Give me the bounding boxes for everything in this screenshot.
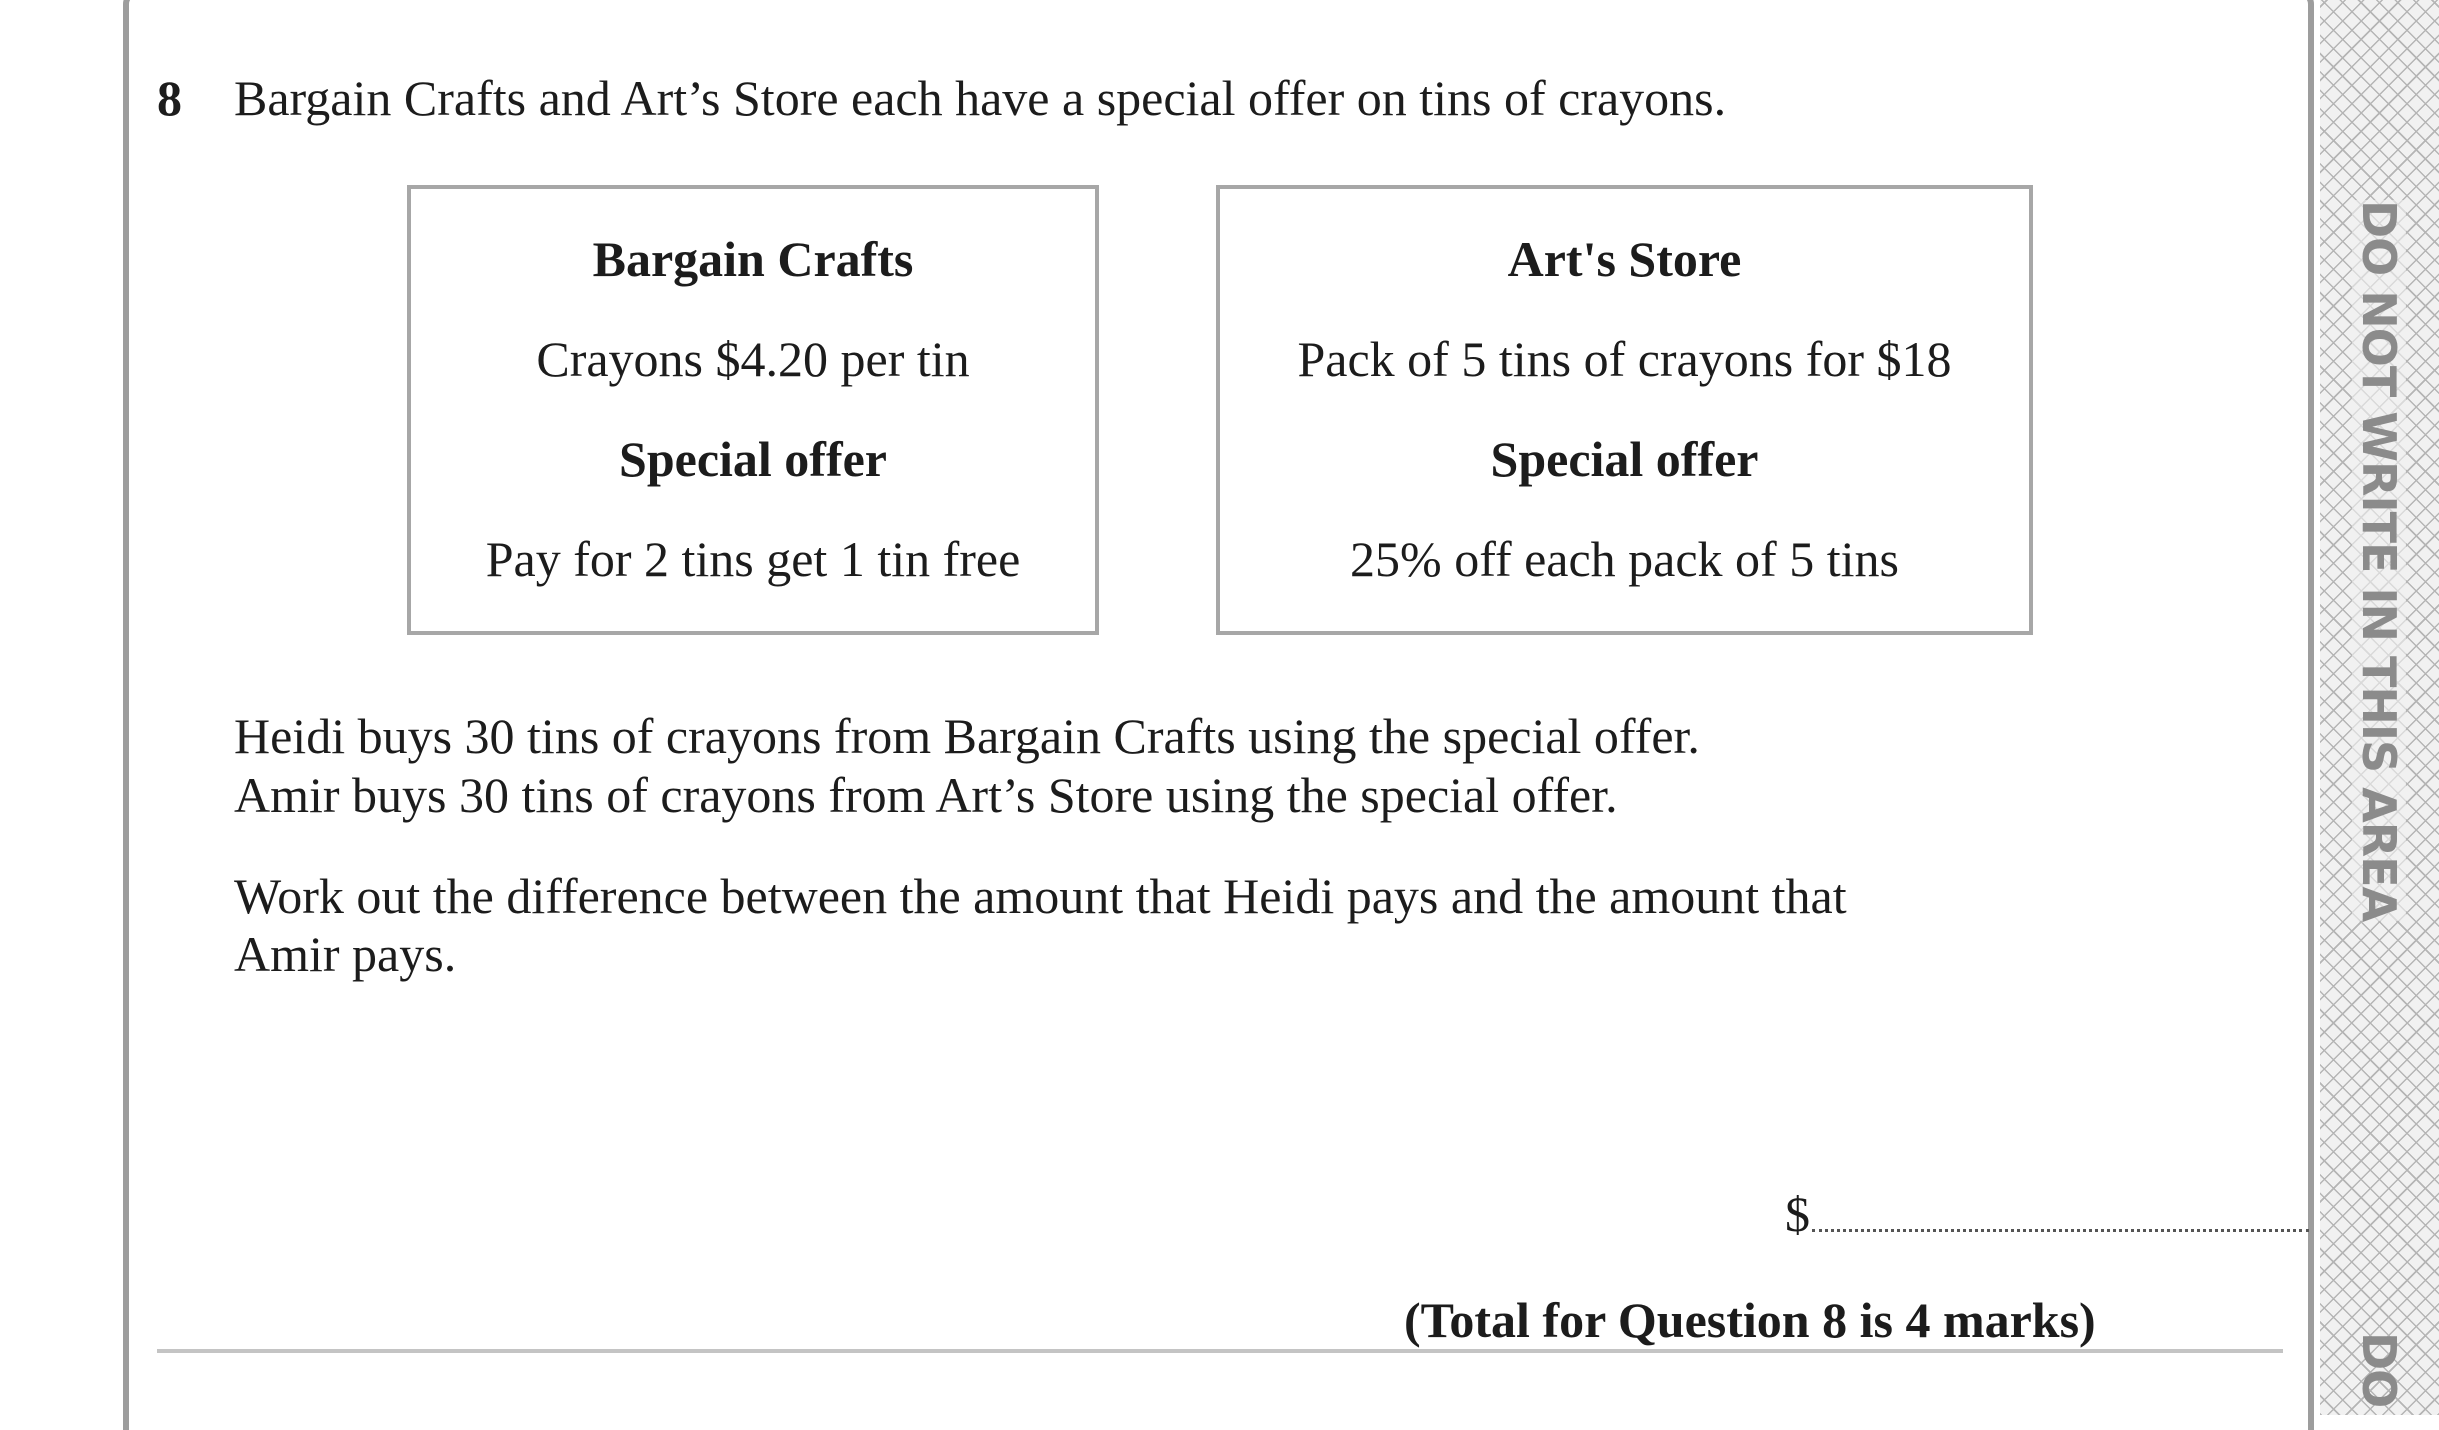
store-price: Crayons $4.20 per tin: [536, 331, 970, 387]
offer-text: 25% off each pack of 5 tins: [1350, 531, 1899, 587]
store-price: Pack of 5 tins of crayons for $18: [1297, 331, 1952, 387]
offer-heading: Special offer: [1490, 431, 1759, 487]
store-name: Art's Store: [1507, 231, 1742, 287]
bottom-rule: [157, 1349, 2283, 1353]
store-name: Bargain Crafts: [592, 231, 914, 287]
bargain-crafts-offer-box: [407, 185, 1099, 635]
currency-symbol: $: [1785, 1186, 1810, 1242]
margin-warning-partial: DO: [2352, 1332, 2406, 1408]
offer-text: Pay for 2 tins get 1 tin free: [485, 531, 1021, 587]
question-intro: Bargain Crafts and Art’s Store each have a special offer on tins of crayons.: [234, 70, 1727, 126]
question-total-marks: (Total for Question 8 is 4 marks): [1404, 1292, 2096, 1348]
offer-heading: Special offer: [619, 431, 887, 487]
margin-warning: DO NOT WRITE IN THIS AREA: [2352, 200, 2406, 922]
task-line-1: Work out the difference between the amount that Heidi pays and the amount that: [234, 868, 1847, 924]
scenario-heidi: Heidi buys 30 tins of crayons from Bargain Crafts using the special offer.: [234, 708, 1700, 764]
question-number: 8: [157, 70, 182, 126]
answer-dotted-field[interactable]: [1812, 1189, 2309, 1232]
arts-store-offer-box: [1216, 185, 2033, 635]
answer-line: [1785, 1184, 2309, 1244]
scenario-amir: Amir buys 30 tins of crayons from Art’s Store using the special offer.: [234, 767, 1618, 823]
task-line-2: Amir pays.: [234, 926, 457, 982]
